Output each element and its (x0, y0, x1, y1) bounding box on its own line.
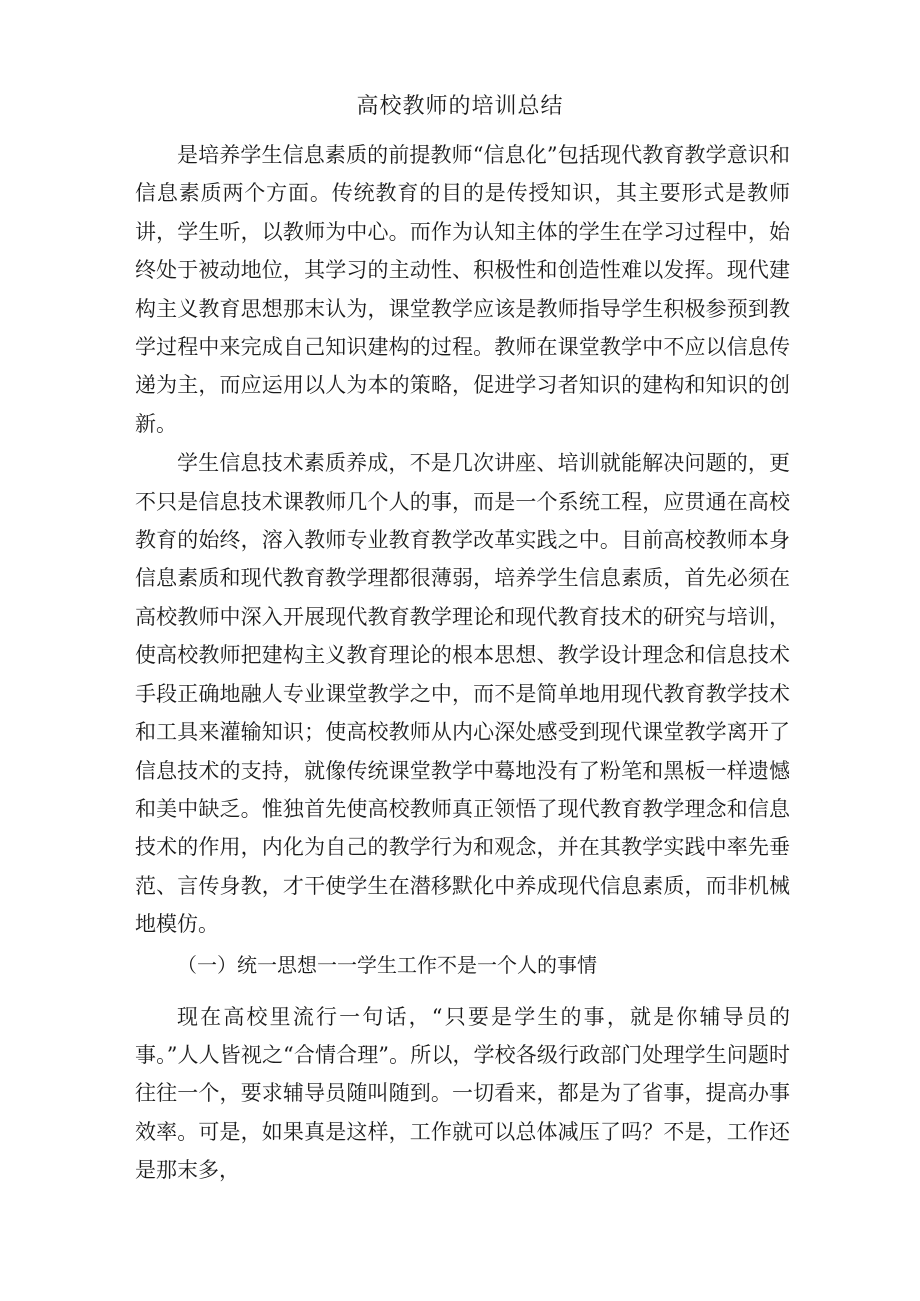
paragraph-3: 现在高校里流行一句话，“只要是学生的事，就是你辅导员的事。”人人皆视之“合情合理”。所以，学校各级行政部门处理学生问题时往往一个，要求辅导员随叫随到。一切看来，都是为了省事，提高办事效率。可是，如果真是这样，工作就可以总体减压了吗？不是，工作还是那末多， (135, 1004, 790, 1183)
paragraph-2: 学生信息技术素质养成，不是几次讲座、培训就能解决问题的，更不只是信息技术课教师几个人的事，而是一个系统工程，应贯通在高校教育的始终，溶入教师专业教育教学改革实践之中。目前高校教师本身信息素质和现代教育教学理都很薄弱，培养学生信息素质，首先必须在高校教师中深入开展现代教育教学理论和现代教育技术的研究与培训，使高校教师把建构主义教育理论的根本思想、教学设计理念和信息技术手段正确地融人专业课堂教学之中，而不是简单地用现代教育教学技术和工具来灌输知识；使高校教师从内心深处感受到现代课堂教学离开了信息技术的支持，就像传统课堂教学中蓦地没有了粉笔和黑板一样遗憾和美中缺乏。惟独首先使高校教师真正领悟了现代教育教学理念和信息技术的作用，内化为自己的教学行为和观念，并在其教学实践中率先垂范、言传身教，才干使学生在潜移默化中养成现代信息素质，而非机械地模仿。 (135, 451, 790, 937)
paragraph-1: 是培养学生信息素质的前提教师“信息化”包括现代教育教学意识和信息素质两个方面。传统教育的目的是传授知识，其主要形式是教师讲，学生听，以教师为中心。而作为认知主体的学生在学习过程中，始终处于被动地位，其学习的主动性、积极性和创造性难以发挥。现代建构主义教育思想那末认为，课堂教学应该是教师指导学生积极参预到教学过程中来完成自己知识建构的过程。教师在课堂教学中不应以信息传递为主，而应运用以人为本的策略，促进学习者知识的建构和知识的创新。 (135, 143, 790, 436)
document-body (135, 136, 790, 1190)
document-title: 高校教师的培训总结 (356, 94, 564, 119)
section-heading: （一）统一思想一一学生工作不是一个人的事情 (177, 952, 597, 977)
